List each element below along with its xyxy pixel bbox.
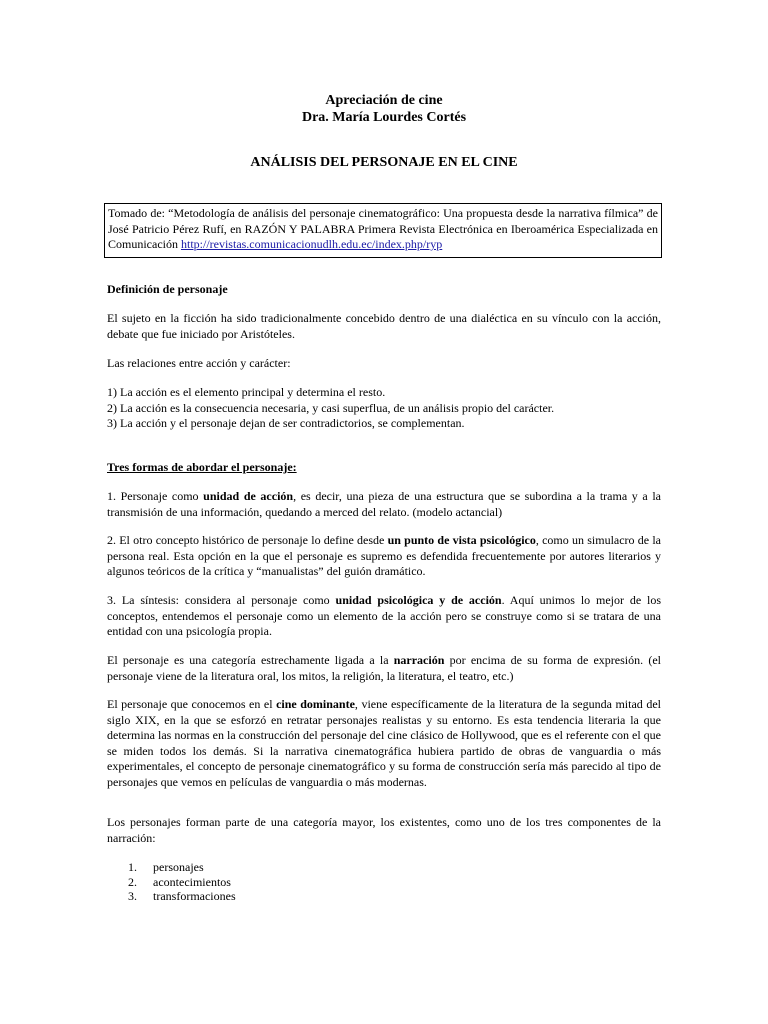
source-citation-box xyxy=(104,203,662,258)
list-item xyxy=(128,860,428,875)
text-run: , es decir, una pieza de una estructura que se subordina a la trama y a la transmisión de una información, quedando a merced del relato. (modelo actancial) xyxy=(107,489,661,519)
list-number: 3. xyxy=(128,889,137,903)
text-run: El personaje que conocemos en el xyxy=(107,697,277,711)
paragraph-existentes: Los personajes forman parte de una categoría mayor, los existentes, como uno de los tres componentes de la narración: xyxy=(107,815,661,845)
bold-term: narración xyxy=(393,653,445,667)
list-text: transformaciones xyxy=(153,889,236,903)
heading-text: Definición de personaje xyxy=(107,282,228,296)
relation-item: 3) La acción y el personaje dejan de ser contradictorios, se complementan. xyxy=(107,416,465,430)
heading-text: Tres formas de abordar el personaje: xyxy=(107,460,297,474)
text-run: por encima de su forma de expresión. (el personaje viene de la literatura oral, los mitos, la religión, la literatura, el teatro, etc.) xyxy=(107,653,661,683)
bold-term: unidad psicológica y de acción xyxy=(335,593,502,607)
list-number: 2. xyxy=(128,874,137,889)
source-link[interactable]: http://revistas.comunicacionudlh.edu.ec/index.php/ryp xyxy=(180,237,443,251)
text-run: 2. El otro concepto histórico de personaje lo define desde xyxy=(107,533,388,547)
bold-term: cine dominante xyxy=(276,697,355,711)
text-run: El personaje es una categoría estrechamente ligada a la xyxy=(107,653,394,667)
text-run: 3. La síntesis: considera al personaje como xyxy=(107,593,336,607)
paragraph-cine-dominante xyxy=(107,697,661,790)
components-list xyxy=(128,860,428,904)
relation-item: 2) La acción es la consecuencia necesaria, y casi superflua, de un análisis propio del carácter. xyxy=(107,400,555,415)
author-name: Dra. María Lourdes Cortés xyxy=(301,110,467,125)
text-run: 1. Personaje como xyxy=(107,489,204,503)
text-run: . Aquí unimos lo mejor de los conceptos, entendemos el personaje como un elemento de la acción pero se construye como si se tratara de una entidad con una psicología propia. xyxy=(107,593,662,638)
document-title: ANÁLISIS DEL PERSONAJE EN EL CINE xyxy=(250,155,518,170)
document-header xyxy=(0,92,768,126)
list-text: acontecimientos xyxy=(153,874,231,889)
bold-term: unidad de acción xyxy=(203,489,294,503)
relation-item: 1) La acción es el elemento principal y determina el resto. xyxy=(107,385,386,399)
list-item xyxy=(128,875,428,890)
bold-term: un punto de vista psicológico xyxy=(387,533,536,547)
paragraph-narracion xyxy=(107,653,661,684)
list-text: personajes xyxy=(153,860,204,874)
course-title: Apreciación de cine xyxy=(325,93,443,108)
list-item xyxy=(128,889,428,904)
relations-list xyxy=(107,385,661,432)
list-number: 1. xyxy=(128,860,137,874)
text-run: , como un simulacro de la persona real. Esta opción en la que el personaje es supremo es defendida frecuentemente por autores literarios y algunos teóricos de la crítica y “manualistas” del guión dramático. xyxy=(107,533,662,578)
paragraph-relaciones: Las relaciones entre acción y carácter: xyxy=(107,356,291,370)
section-heading-tres-formas xyxy=(107,460,661,476)
text-run: , viene específicamente de la literatura de la segunda mitad del siglo XIX, en la que se esforzó en retratar personajes realistas y su entorno. Es esta tendencia literaria la que determina las normas en la construcción del personaje del cine clásico de Hollywood, que es el referente con el que se miden todos los demás. Si la narrativa cinematográfica hubiera partido de obras de vanguardia o más experimentales, el concepto de personaje cinematográfico y su forma de construcción sería más parecido al tipo de personajes que vemos en películas de vanguardia o más modernas. xyxy=(107,697,661,789)
paragraph-forma-1 xyxy=(107,489,661,520)
paragraph-forma-3 xyxy=(107,593,661,640)
source-citation-text: Tomado de: “Metodología de análisis del personaje cinematográfico: Una propuesta desde la narrativa fílmica” de José Patricio Pérez Rufí, en RAZÓN Y PALABRA Primera Revista Electrónica en Iberoamérica Especializada en Comunicación xyxy=(108,206,658,251)
paragraph-sujeto: El sujeto en la ficción ha sido tradicionalmente concebido dentro de una dialéctica en su vínculo con la acción, debate que fue iniciado por Aristóteles. xyxy=(107,311,661,341)
paragraph-forma-2 xyxy=(107,533,661,580)
section-heading-definicion xyxy=(107,282,661,298)
